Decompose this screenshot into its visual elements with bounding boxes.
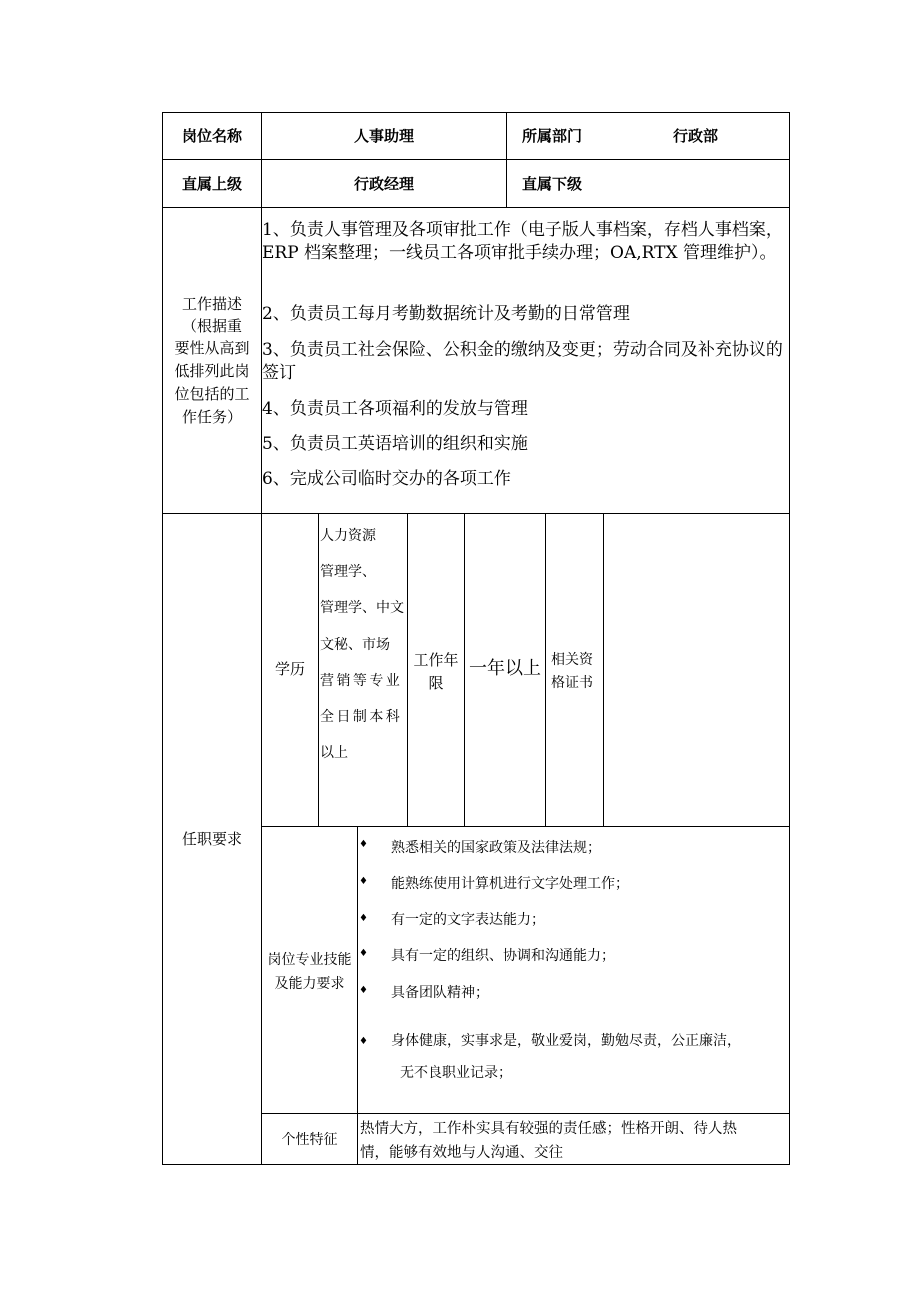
personality-line: 热情大方，工作朴实具有较强的责任感；性格开朗、待人热 [360,1121,737,1137]
row-divider [261,1113,790,1114]
table-border-bottom [162,1164,790,1165]
skill-item: 熟悉相关的国家政策及法律法规； [391,840,601,856]
label-line: 要性从高到 [174,339,250,357]
row-divider [162,159,790,160]
label-line: （根据重 [181,317,242,335]
personality-label: 个性特征 [281,1132,338,1148]
subordinate-label: 直属下级 [522,175,583,193]
label-line: 工作描述 [181,295,242,313]
skills-label-line: 岗位专业技能 [267,952,352,968]
position-label: 岗位名称 [181,127,242,145]
task-item: 6、完成公司临时交办的各项工作 [262,469,511,489]
bullet-diamond-icon: ♦ [359,985,368,996]
col-divider [261,112,262,1165]
table-border-left [162,112,163,1165]
education-line: 管理学、 [320,564,376,580]
position-value: 人事助理 [353,127,414,145]
skill-item: 无不良职业记录； [400,1065,512,1081]
education-line: 人力资源 [320,528,376,544]
label-line: 低排列此岗 [174,362,250,380]
education-line: 全 日 制 本 科 [320,709,399,725]
label-line: 作任务） [181,408,242,426]
col-divider [357,826,358,1165]
education-line: 营 销 等 专 业 [320,673,399,689]
skill-item: 身体健康，实事求是，敬业爱岗，勤勉尽责，公正廉洁， [391,1033,741,1049]
task-item: 2、负责员工每月考勤数据统计及考勤的日常管理 [262,304,630,324]
education-line: 文秘、市场 [320,637,390,653]
col-divider [407,513,408,827]
skill-item: 有一定的文字表达能力； [391,912,545,928]
personality-line: 情，能够有效地与人沟通、交往 [360,1145,563,1161]
education-label: 学历 [274,660,305,678]
skill-item: 具有一定的组织、协调和沟通能力； [391,948,615,964]
row-divider [261,826,790,827]
experience-value: 一年以上 [469,658,541,679]
bullet-diamond-icon: ♦ [359,1036,368,1047]
certificate-label-line: 格证书 [551,675,593,691]
experience-label-line: 限 [428,674,444,692]
skills-label-line: 及能力要求 [274,976,345,992]
col-divider [318,513,319,827]
row-divider [162,207,790,208]
task-item: 1、负责人事管理及各项审批工作（电子版人事档案，存档人事档案，ERP 档案整理；一线员工各项审批手续办理；OA,RTX 管理维护）。 [262,220,783,263]
table-border-right [789,112,790,1165]
experience-label-line: 工作年 [413,651,459,669]
department-value: 行政部 [673,127,719,145]
bullet-diamond-icon: ♦ [359,839,368,850]
task-item: 5、负责员工英语培训的组织和实施 [262,434,528,454]
table-border-top [162,112,790,113]
skill-item: 能熟练使用计算机进行文字处理工作； [391,876,629,892]
certificate-label-line: 相关资 [551,652,593,668]
task-item: 4、负责员工各项福利的发放与管理 [262,399,528,419]
bullet-diamond-icon: ♦ [359,876,368,887]
education-line: 以上 [320,745,348,761]
education-line: 管理学、中文 [320,600,404,616]
superior-value: 行政经理 [353,175,414,193]
row-divider [162,513,790,514]
skill-item: 具备团队精神； [391,985,489,1001]
requirements-label: 任职要求 [181,830,242,848]
bullet-diamond-icon: ♦ [359,913,368,924]
label-line: 位包括的工 [174,385,250,403]
col-divider [603,513,604,827]
col-divider [545,513,546,827]
superior-label: 直属上级 [181,175,242,193]
task-item: 3、负责员工社会保险、公积金的缴纳及变更；劳动合同及补充协议的签订 [262,340,783,383]
col-divider [506,112,507,208]
department-label: 所属部门 [522,127,583,145]
bullet-diamond-icon: ♦ [359,948,368,959]
